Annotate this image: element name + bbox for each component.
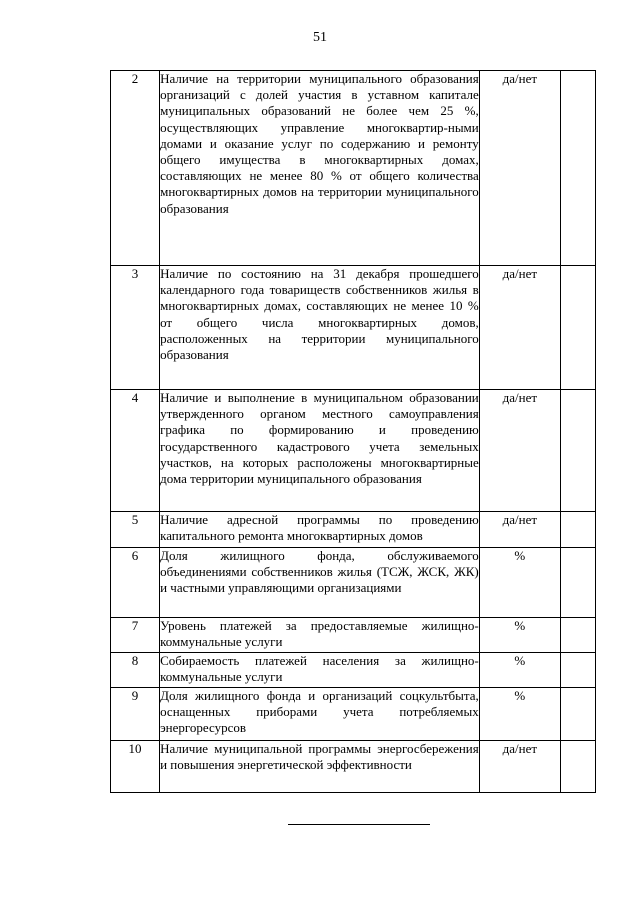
table-row xyxy=(111,390,596,512)
indicator-description: Наличие на территории муниципального образования организаций с долей участия в уставном капитале муниципальных образований не более чем 25 %, осуществляющих управление многоквартир-ными домами и оказание услуг по содержанию и ремонту общего имущества в многоквартирных домах, составляющих не менее 80 % от общего количества многоквартирных домов на территории муниципального образования xyxy=(160,71,480,266)
empty-cell xyxy=(560,548,595,618)
indicator-description: Доля жилищного фонда, обслуживаемого объединениями собственников жилья (ТСЖ, ЖСК, ЖК) и частными управляющими организациями xyxy=(160,548,480,618)
empty-cell xyxy=(560,266,595,390)
unit-cell: % xyxy=(479,688,560,741)
closing-rule xyxy=(288,824,430,825)
empty-cell xyxy=(560,653,595,688)
empty-cell xyxy=(560,741,595,793)
table-row xyxy=(111,266,596,390)
indicator-description: Наличие по состоянию на 31 декабря прошедшего календарного года товариществ собственников жилья в многоквартирных домах, составляющих не менее 10 % от общего числа многоквартирных домов, расположенных на территории муниципального образования xyxy=(160,266,480,390)
indicator-description: Наличие муниципальной программы энергосбережения и повышения энергетической эффективности xyxy=(160,741,480,793)
unit-cell: % xyxy=(479,548,560,618)
unit-cell: да/нет xyxy=(479,71,560,266)
row-number: 9 xyxy=(111,688,160,741)
unit-cell: да/нет xyxy=(479,390,560,512)
row-number: 6 xyxy=(111,548,160,618)
unit-cell: да/нет xyxy=(479,741,560,793)
row-number: 7 xyxy=(111,618,160,653)
table-row xyxy=(111,512,596,548)
empty-cell xyxy=(560,688,595,741)
unit-cell: % xyxy=(479,653,560,688)
table-row xyxy=(111,618,596,653)
indicators-table xyxy=(110,70,596,793)
table-row xyxy=(111,688,596,741)
empty-cell xyxy=(560,512,595,548)
table-row xyxy=(111,741,596,793)
indicator-description: Наличие и выполнение в муниципальном образовании утвержденного органом местного самоуправления графика по формированию и проведению государственного кадастрового учета земельных участков, на которых расположены многоквартирные дома территории муниципального образования xyxy=(160,390,480,512)
indicator-description: Уровень платежей за предоставляемые жилищно-коммунальные услуги xyxy=(160,618,480,653)
table-row xyxy=(111,653,596,688)
indicator-description: Наличие адресной программы по проведению капитального ремонта многоквартирных домов xyxy=(160,512,480,548)
indicator-description: Собираемость платежей населения за жилищно-коммунальные услуги xyxy=(160,653,480,688)
empty-cell xyxy=(560,71,595,266)
unit-cell: да/нет xyxy=(479,266,560,390)
row-number: 2 xyxy=(111,71,160,266)
indicator-description: Доля жилищного фонда и организаций соцкультбыта, оснащенных приборами учета потребляемых энергоресурсов xyxy=(160,688,480,741)
unit-cell: % xyxy=(479,618,560,653)
empty-cell xyxy=(560,618,595,653)
table-row xyxy=(111,548,596,618)
row-number: 5 xyxy=(111,512,160,548)
empty-cell xyxy=(560,390,595,512)
row-number: 3 xyxy=(111,266,160,390)
row-number: 4 xyxy=(111,390,160,512)
page-number: 51 xyxy=(313,30,327,45)
row-number: 8 xyxy=(111,653,160,688)
row-number: 10 xyxy=(111,741,160,793)
table-row xyxy=(111,71,596,266)
unit-cell: да/нет xyxy=(479,512,560,548)
